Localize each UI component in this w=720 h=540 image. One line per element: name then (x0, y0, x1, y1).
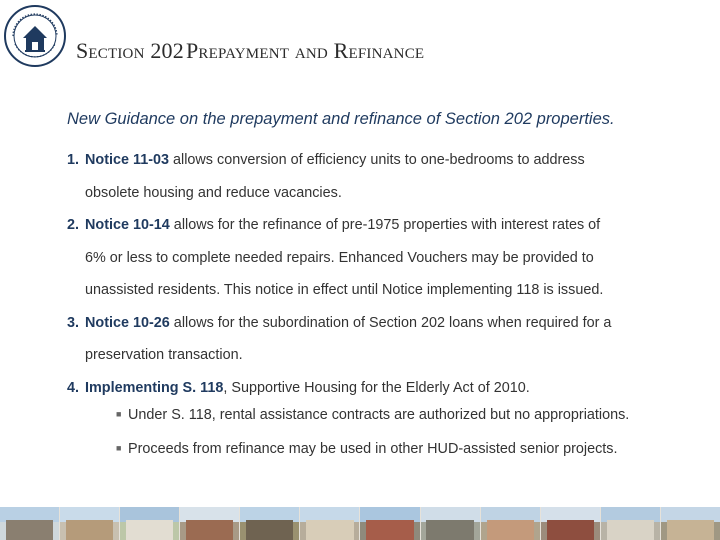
item-lead: Notice 11-03 (85, 152, 170, 168)
item-text: , Supportive Housing for the Elderly Act of 2010. (223, 379, 530, 396)
hud-seal-icon (3, 4, 67, 68)
bullet-icon: ■ (116, 442, 122, 453)
item-number: 2. (67, 217, 80, 233)
housing-photo-strip (0, 507, 720, 540)
item-text: allows for the refinance of pre-1975 properties with interest rates of (169, 217, 601, 233)
subtitle: New Guidance on the prepayment and refinance of Section 202 properties. (67, 110, 615, 128)
page-title (76, 38, 424, 64)
housing-photo (541, 507, 600, 540)
list-item (67, 144, 707, 209)
item-lead: Notice 10-14 (85, 217, 170, 233)
sub-bullet-item (116, 432, 716, 466)
list-item (67, 209, 707, 307)
item-number: 3. (67, 314, 80, 331)
title-word-and: and (294, 38, 328, 63)
housing-photo (601, 507, 660, 540)
title-word-prepayment: Prepayment (185, 38, 290, 63)
housing-photo (120, 507, 179, 540)
item-continuation: 6% or less to complete needed repairs. Enhanced Vouchers may be provided to (85, 249, 594, 266)
housing-photo (661, 507, 720, 540)
list-item (67, 307, 707, 372)
housing-photo (180, 507, 239, 540)
numbered-list (67, 144, 707, 404)
item-continuation: preservation transaction. (85, 347, 243, 363)
item-continuation: obsolete housing and reduce vacancies. (85, 184, 342, 201)
item-lead: Notice 10-26 (85, 314, 170, 331)
housing-photo (360, 507, 419, 540)
housing-photo (481, 507, 540, 540)
item-text: allows for the subordination of Section 202 loans when required for a (169, 314, 612, 331)
sub-bullet-list (116, 398, 716, 465)
title-number: 202 (150, 38, 184, 63)
title-word-section: Section (76, 38, 145, 63)
housing-photo (300, 507, 359, 540)
title-word-refinance: Refinance (333, 38, 425, 63)
sub-bullet-text: Under S. 118, rental assistance contracts are authorized but no appropriations. (128, 407, 630, 423)
housing-photo (60, 507, 119, 540)
item-text: allows conversion of efficiency units to one-bedrooms to address (169, 152, 585, 168)
bullet-icon: ■ (116, 409, 122, 419)
item-continuation: unassisted residents. This notice in effect until Notice implementing 118 is issued. (85, 282, 604, 298)
item-number: 4. (67, 379, 80, 396)
housing-photo (421, 507, 480, 540)
housing-photo (0, 507, 59, 540)
housing-photo (240, 507, 299, 540)
item-lead: Implementing S. 118 (85, 379, 224, 396)
item-number: 1. (67, 152, 80, 168)
sub-bullet-item (116, 398, 716, 432)
sub-bullet-text: Proceeds from refinance may be used in other HUD-assisted senior projects. (128, 440, 618, 457)
